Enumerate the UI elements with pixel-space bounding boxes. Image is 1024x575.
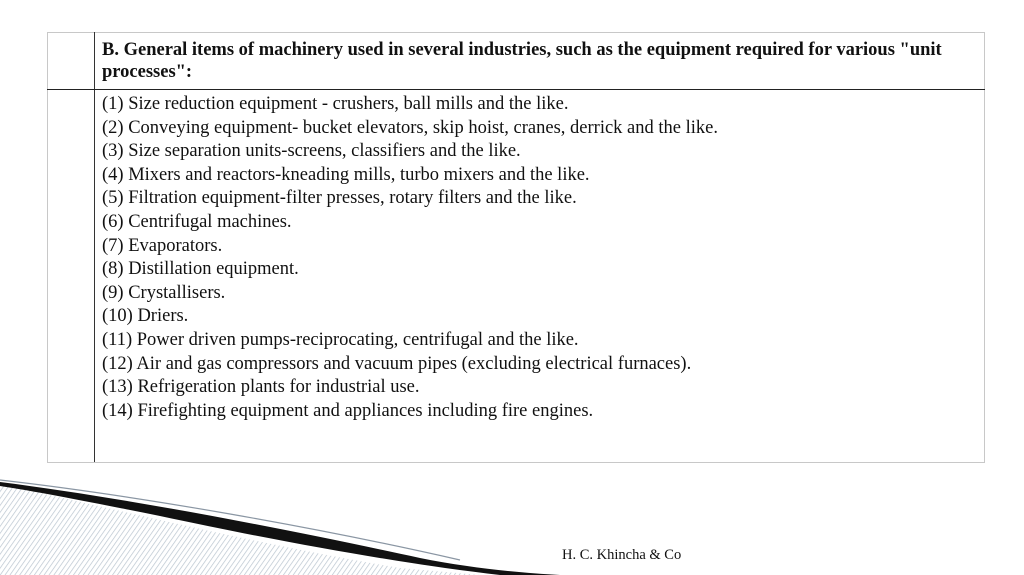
list-item: (7) Evaporators. [102, 235, 223, 256]
list-item: (4) Mixers and reactors-kneading mills, turbo mixers and the like. [102, 164, 590, 185]
list-item: (6) Centrifugal machines. [102, 211, 292, 232]
decorative-swoosh [0, 470, 620, 575]
table-body-row [48, 90, 985, 463]
list-item: (13) Refrigeration plants for industrial use. [102, 377, 420, 398]
list-item: (1) Size reduction equipment - crushers, ball mills and the like. [102, 94, 569, 114]
header-number-cell [48, 33, 95, 90]
table-header-row [48, 33, 985, 90]
header-cell [95, 33, 985, 90]
section-heading: B. General items of machinery used in several industries, such as the equipment required for various "unit processes": [102, 40, 942, 82]
list-item: (14) Firefighting equipment and appliances including fire engines. [102, 400, 594, 421]
footer-credit: H. C. Khincha & Co [562, 547, 682, 563]
list-item: (8) Distillation equipment. [102, 259, 299, 280]
list-item: (2) Conveying equipment- bucket elevators, skip hoist, cranes, derrick and the like. [102, 117, 718, 138]
list-item: (10) Driers. [102, 306, 189, 327]
body-cell [95, 90, 985, 463]
list-item: (5) Filtration equipment-filter presses, rotary filters and the like. [102, 188, 577, 209]
body-number-cell [48, 90, 95, 463]
list-item: (3) Size separation units-screens, classifiers and the like. [102, 141, 521, 162]
content-table [47, 32, 985, 463]
machinery-list [95, 90, 984, 423]
list-item: (12) Air and gas compressors and vacuum pipes (excluding electrical furnaces). [102, 353, 692, 374]
list-item: (11) Power driven pumps-reciprocating, centrifugal and the like. [102, 329, 579, 350]
list-item: (9) Crystallisers. [102, 282, 226, 303]
